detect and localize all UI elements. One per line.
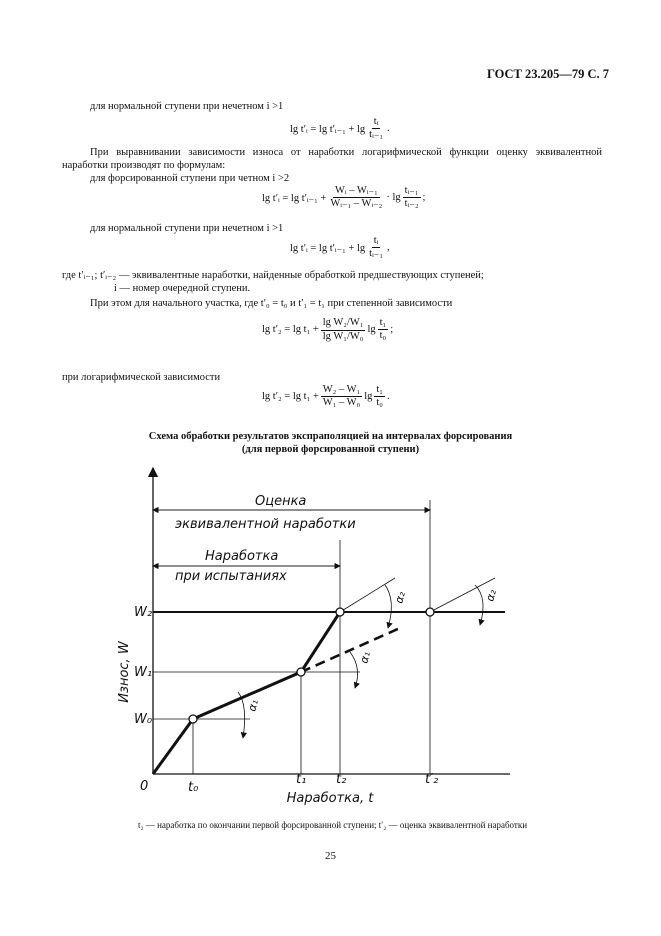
denominator: tᵢ₋₂ — [404, 198, 419, 209]
y-tick-w2: W₂ — [134, 605, 153, 620]
text-line: для нормальной ступени при нечетном i >1 — [90, 223, 284, 234]
angle-label-a2: α₂ — [483, 588, 499, 603]
text-line: при логарифмической зависимости — [62, 372, 221, 383]
denominator: t₀ — [376, 397, 383, 408]
y-axis-label: Износ, W — [117, 641, 132, 703]
x-tick-t2: t₂ — [336, 772, 347, 787]
paragraph: При выравнивании зависимости износа от наработки логарифмической функции оценку эквивалентной наработки производят по формулам: — [62, 147, 602, 171]
numerator: lg W₂/W₁ — [321, 316, 366, 331]
figure-title-line: Схема обработки результатов экспраполяцией на интервалах форсирования — [148, 431, 513, 442]
formula-end: . — [386, 391, 390, 402]
x-tick-t0: t₀ — [188, 780, 199, 795]
label-estimate-1: Оценка — [255, 494, 307, 509]
denominator: Wᵢ₋₁ – Wᵢ₋₂ — [330, 198, 383, 209]
label-test-1: Наработка — [205, 549, 279, 564]
numerator: tᵢ — [373, 235, 379, 246]
x-tick-t1: t₁ — [296, 772, 307, 787]
formula-end: , — [387, 242, 390, 253]
wear-curve — [153, 612, 340, 774]
numerator: tᵢ — [373, 116, 379, 127]
angle-label-a2: α₂ — [392, 590, 408, 605]
angle-arc-a2 — [475, 585, 483, 625]
point-t2 — [336, 608, 344, 616]
where-line: i — номер очередной ступени. — [114, 283, 251, 294]
formula-lhs: lg t′ᵢ = lg t′ᵢ₋₁ + lg — [290, 123, 366, 135]
numerator: t₁ — [379, 317, 387, 328]
slope-line — [340, 578, 395, 612]
numerator: W₂ – W₁ — [322, 384, 361, 395]
numerator: tᵢ₋₁ — [404, 185, 419, 196]
numerator: Wᵢ – Wᵢ₋₁ — [334, 185, 378, 196]
formula-end: ; — [422, 192, 426, 203]
angle-arc-a1 — [350, 652, 358, 688]
point-t1 — [297, 668, 305, 676]
denominator: t₀ — [379, 330, 387, 341]
denominator: W₁ – W₀ — [322, 397, 361, 408]
formula-lhs: lg t′ᵢ = lg t′ᵢ₋₁ + — [262, 192, 327, 204]
angle-label-a1: α₁ — [245, 698, 261, 713]
formula-end: ; — [390, 324, 394, 335]
angle-arc-a2 — [385, 585, 391, 628]
point-t2-prime — [426, 608, 434, 616]
page-number: 25 — [325, 850, 336, 862]
formula-lhs: lg t′₂ = lg t₁ + — [262, 324, 319, 335]
figure-caption: t₂ — наработка по окончании первой форсированной ступени; t′₂ — оценка эквивалентной наработки — [137, 820, 528, 830]
text-line: для форсированной ступени при четном i >2 — [90, 173, 290, 184]
denominator: tᵢ₋₁ — [369, 129, 384, 140]
text-line: для нормальной ступени при нечетном i >1 — [90, 101, 284, 112]
denominator: tᵢ₋₁ — [369, 248, 384, 259]
point-t0 — [189, 715, 197, 723]
x-axis-label: Наработка, t — [286, 791, 374, 806]
text-line: При этом для начального участка, где t′₀ = t₀ и t′₁ = t₁ при степенной зависимости — [90, 298, 453, 309]
y-tick-w1: W₁ — [134, 665, 153, 680]
formula-lhs: lg t′₂ = lg t₁ + — [262, 391, 319, 402]
angle-label-a1: α₁ — [357, 650, 373, 665]
label-test-2: при испытаниях — [175, 569, 287, 584]
page-header: ГОСТ 23.205—79 С. 7 — [486, 67, 609, 81]
formula-lhs: lg t′ᵢ = lg t′ᵢ₋₁ + lg — [290, 242, 366, 254]
origin-label: 0 — [140, 779, 149, 794]
label-estimate-2: эквивалентной наработки — [175, 517, 356, 532]
formula-op: · lg — [386, 192, 401, 203]
where-line: где t′ᵢ₋₁; t′ᵢ₋₂ — эквивалентные наработки, найденные обработкой предшествующих ступеней; — [62, 270, 484, 281]
y-tick-w0: W₀ — [134, 712, 153, 727]
denominator: lg W₁/W₀ — [322, 331, 364, 342]
numerator: t₁ — [376, 384, 383, 395]
x-tick-t2-prime: t′₂ — [425, 772, 439, 787]
formula-op: lg — [364, 391, 373, 402]
period: . — [387, 123, 390, 134]
formula-op: lg — [367, 324, 376, 335]
figure-title-line: (для первой форсированной ступени) — [241, 444, 420, 455]
